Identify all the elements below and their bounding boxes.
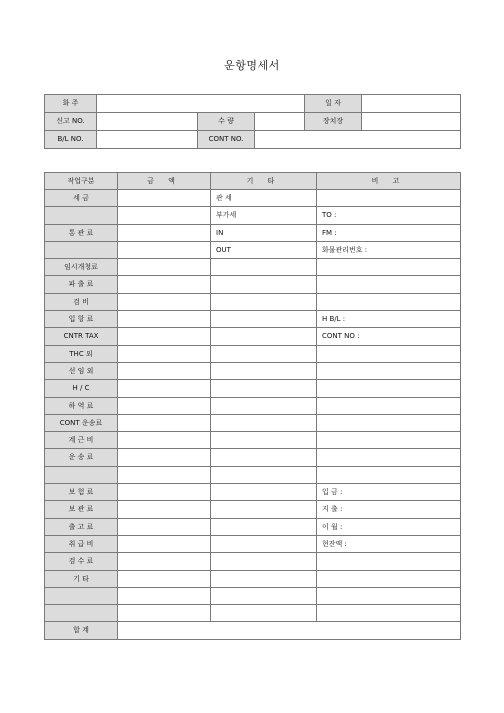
amount-cell[interactable]	[118, 397, 211, 414]
field-report-no[interactable]	[97, 113, 198, 131]
remarks-cell[interactable]	[317, 276, 461, 293]
table-row	[45, 345, 461, 362]
amount-cell[interactable]	[118, 207, 211, 224]
amount-cell[interactable]	[118, 190, 211, 207]
other-cell[interactable]	[211, 276, 317, 293]
amount-cell[interactable]	[118, 328, 211, 345]
label-report-no: 신고 NO.	[45, 113, 97, 131]
other-cell[interactable]: OUT	[211, 241, 317, 258]
remarks-cell[interactable]	[317, 449, 461, 466]
other-cell[interactable]	[211, 414, 317, 431]
amount-cell[interactable]	[118, 259, 211, 276]
table-row	[45, 535, 461, 552]
table-row	[45, 241, 461, 258]
other-cell[interactable]	[211, 449, 317, 466]
other-cell[interactable]	[211, 518, 317, 535]
remarks-cell[interactable]: H B/L :	[317, 311, 461, 328]
label-cont-no: CONT NO.	[198, 131, 255, 149]
header-other: 기 타	[211, 173, 317, 190]
row-label	[45, 605, 118, 622]
amount-cell[interactable]	[118, 449, 211, 466]
table-row	[45, 190, 461, 207]
remarks-cell[interactable]	[317, 466, 461, 483]
amount-cell[interactable]	[118, 241, 211, 258]
table-row	[45, 328, 461, 345]
row-label: CNTR TAX	[45, 328, 118, 345]
amount-cell[interactable]	[118, 605, 211, 622]
row-label: 하 역 료	[45, 397, 118, 414]
label-date: 일 자	[305, 95, 362, 113]
amount-cell[interactable]	[118, 345, 211, 362]
other-cell[interactable]	[211, 345, 317, 362]
other-cell[interactable]: 부가세	[211, 207, 317, 224]
table-row	[45, 449, 461, 466]
field-cont-no[interactable]	[255, 131, 461, 149]
table-row	[45, 587, 461, 604]
other-cell[interactable]	[211, 432, 317, 449]
row-label: 임시개청료	[45, 259, 118, 276]
other-cell[interactable]	[211, 501, 317, 518]
other-cell[interactable]: 관 세	[211, 190, 317, 207]
row-label	[45, 207, 118, 224]
row-label: 계 근 비	[45, 432, 118, 449]
amount-cell[interactable]	[118, 553, 211, 570]
amount-cell[interactable]	[118, 224, 211, 241]
remarks-cell[interactable]	[317, 414, 461, 431]
other-cell[interactable]	[211, 466, 317, 483]
table-row	[45, 414, 461, 431]
row-label: 운 송 료	[45, 449, 118, 466]
row-label	[45, 241, 118, 258]
amount-cell[interactable]	[118, 293, 211, 310]
row-label: 보 관 료	[45, 501, 118, 518]
row-label: 출 고 료	[45, 518, 118, 535]
amount-cell[interactable]	[118, 276, 211, 293]
field-quantity[interactable]	[255, 113, 305, 131]
row-label	[45, 587, 118, 604]
table-row	[45, 484, 461, 501]
remarks-cell[interactable]: TO :	[317, 207, 461, 224]
table-row	[45, 276, 461, 293]
table-row	[45, 259, 461, 276]
header-work-type: 작업구분	[45, 173, 118, 190]
field-shipper[interactable]	[97, 95, 305, 113]
table-row	[45, 553, 461, 570]
table-row	[45, 311, 461, 328]
field-bl-no[interactable]	[97, 131, 198, 149]
amount-cell[interactable]	[118, 518, 211, 535]
remarks-cell[interactable]: 지 출 :	[317, 501, 461, 518]
table-row	[45, 518, 461, 535]
table-row	[45, 466, 461, 483]
other-cell[interactable]	[211, 362, 317, 379]
label-storage: 장치장	[305, 113, 362, 131]
remarks-cell[interactable]	[317, 380, 461, 397]
other-cell[interactable]	[211, 605, 317, 622]
total-row	[45, 622, 461, 639]
row-label: 기 타	[45, 570, 118, 587]
other-cell[interactable]	[211, 570, 317, 587]
table-row	[45, 501, 461, 518]
row-label	[45, 466, 118, 483]
total-label: 합 계	[45, 622, 118, 639]
table-row	[45, 224, 461, 241]
amount-cell[interactable]	[118, 587, 211, 604]
table-row	[45, 380, 461, 397]
header-remarks: 비 고	[317, 173, 461, 190]
remarks-cell[interactable]: 이 월 :	[317, 518, 461, 535]
row-label: 검 비	[45, 293, 118, 310]
row-label: 세 금	[45, 190, 118, 207]
remarks-cell[interactable]: CONT NO :	[317, 328, 461, 345]
remarks-cell[interactable]: 화물관리번호 :	[317, 241, 461, 258]
remarks-cell[interactable]	[317, 432, 461, 449]
label-bl-no: B/L NO.	[45, 131, 97, 149]
cost-detail-table	[44, 172, 461, 640]
amount-cell[interactable]	[118, 362, 211, 379]
remarks-cell[interactable]	[317, 570, 461, 587]
remarks-cell[interactable]	[317, 345, 461, 362]
other-cell[interactable]: IN	[211, 224, 317, 241]
other-cell[interactable]	[211, 553, 317, 570]
amount-cell[interactable]	[118, 311, 211, 328]
table-row	[45, 293, 461, 310]
remarks-cell[interactable]	[317, 553, 461, 570]
remarks-cell[interactable]	[317, 293, 461, 310]
other-cell[interactable]	[211, 259, 317, 276]
row-label: CONT 운송료	[45, 414, 118, 431]
field-date[interactable]	[362, 95, 461, 113]
remarks-cell[interactable]: 현잔액 :	[317, 535, 461, 552]
other-cell[interactable]	[211, 311, 317, 328]
shipment-info-table	[44, 94, 461, 149]
other-cell[interactable]	[211, 484, 317, 501]
table-row	[45, 362, 461, 379]
amount-cell[interactable]	[118, 570, 211, 587]
row-label: 선 임 외	[45, 362, 118, 379]
remarks-cell[interactable]: 입 금 :	[317, 484, 461, 501]
amount-cell[interactable]	[118, 466, 211, 483]
amount-cell[interactable]	[118, 414, 211, 431]
table-row	[45, 570, 461, 587]
amount-cell[interactable]	[118, 484, 211, 501]
table-row	[45, 397, 461, 414]
row-label: 보 험 료	[45, 484, 118, 501]
total-value[interactable]	[118, 622, 461, 639]
row-label: THC 외	[45, 345, 118, 362]
label-shipper: 화 주	[45, 95, 97, 113]
row-label: 파 출 료	[45, 276, 118, 293]
remarks-cell[interactable]	[317, 605, 461, 622]
other-cell[interactable]	[211, 535, 317, 552]
remarks-cell[interactable]	[317, 587, 461, 604]
other-cell[interactable]	[211, 397, 317, 414]
other-cell[interactable]	[211, 587, 317, 604]
table-row	[45, 207, 461, 224]
amount-cell[interactable]	[118, 432, 211, 449]
table-row	[45, 605, 461, 622]
header-amount: 금 액	[118, 173, 211, 190]
remarks-cell[interactable]	[317, 190, 461, 207]
row-label: 검 수 료	[45, 553, 118, 570]
remarks-cell[interactable]	[317, 362, 461, 379]
document-title: 운항명세서	[224, 59, 280, 72]
label-quantity: 수 량	[198, 113, 255, 131]
amount-cell[interactable]	[118, 535, 211, 552]
row-label: 취 급 비	[45, 535, 118, 552]
other-cell[interactable]	[211, 328, 317, 345]
row-label: H / C	[45, 380, 118, 397]
remarks-cell[interactable]	[317, 259, 461, 276]
other-cell[interactable]	[211, 293, 317, 310]
table-row	[45, 432, 461, 449]
row-label: 통 관 료	[45, 224, 118, 241]
field-storage[interactable]	[362, 113, 461, 131]
row-label: 입 항 료	[45, 311, 118, 328]
remarks-cell[interactable]	[317, 397, 461, 414]
remarks-cell[interactable]: FM :	[317, 224, 461, 241]
amount-cell[interactable]	[118, 380, 211, 397]
other-cell[interactable]	[211, 380, 317, 397]
amount-cell[interactable]	[118, 501, 211, 518]
